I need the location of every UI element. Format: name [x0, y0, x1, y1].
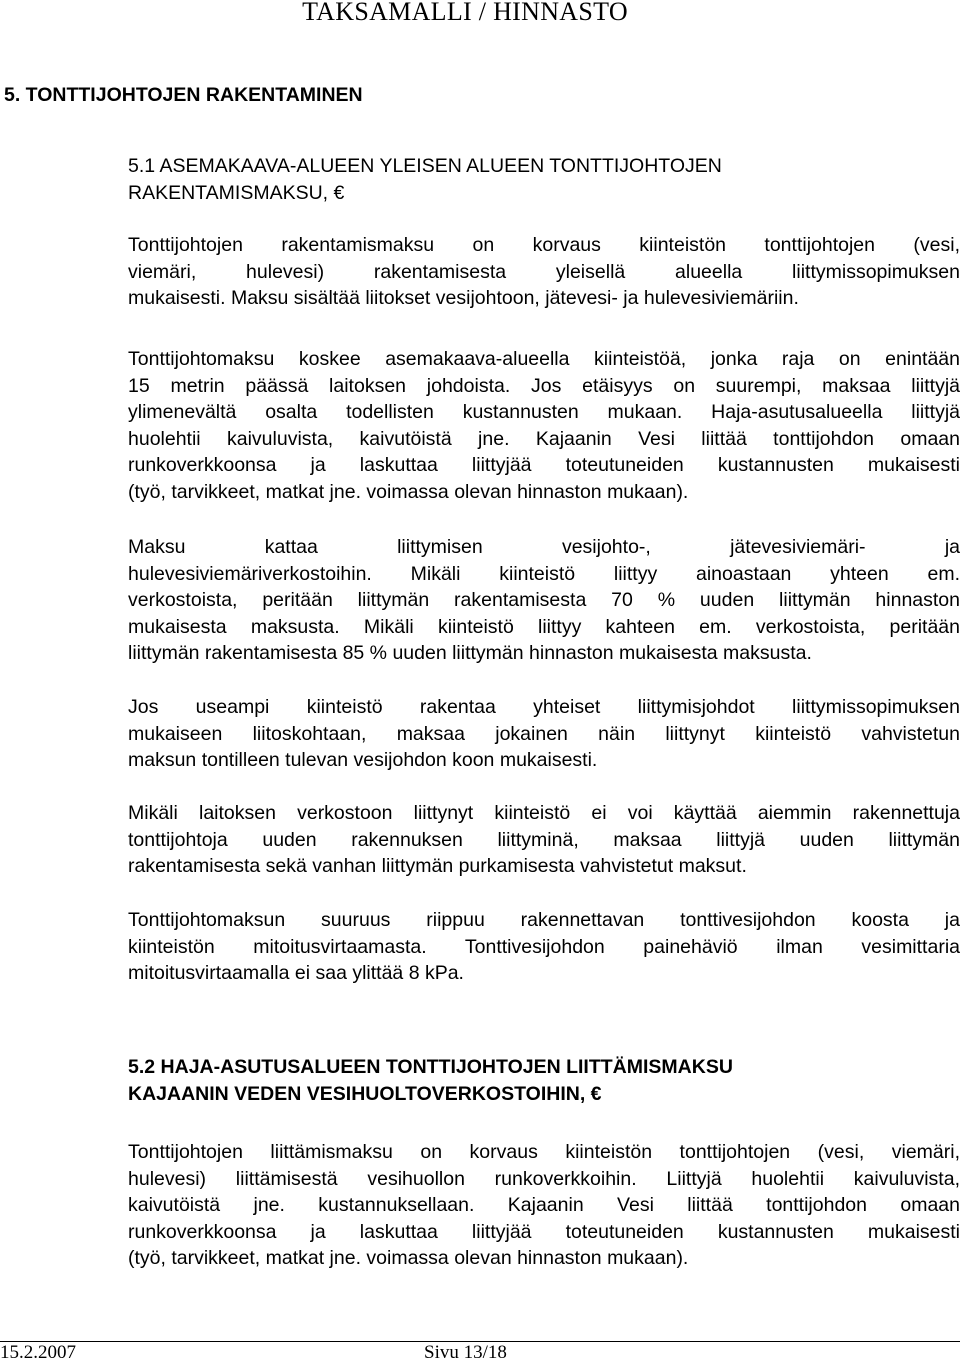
paragraph-tonttijohtomaksu-koskee [128, 346, 960, 505]
paragraph-line: mukaiseen liitoskohtaan, maksaa jokainen näin liittynyt kiinteistö vahvistetun [128, 722, 960, 745]
paragraph-line: Maksu kattaa liittymisen vesijohto-, jätevesiviemäri- ja [128, 536, 960, 558]
paragraph-line: Tonttijohtomaksun suuruus riippuu rakennettavan tonttivesijohdon koosta ja [128, 909, 960, 931]
paragraph-line: 15 metrin päässä laitoksen johdoista. Jos etäisyys on suurempi, maksaa liittyjä [128, 374, 960, 397]
paragraph-useampi-kiinteisto [128, 694, 960, 774]
heading-line: 5.1 ASEMAKAAVA-ALUEEN YLEISEN ALUEEN TONTTIJOHTOJEN [128, 155, 722, 177]
subsection-2-heading [128, 1054, 960, 1108]
heading-line: KAJAANIN VEDEN VESIHUOLTOVERKOSTOIHIN, € [128, 1083, 602, 1105]
paragraph-line: Tonttijohtojen liittämismaksu on korvaus kiinteistön tonttijohtojen (vesi, viemäri, [128, 1141, 960, 1163]
paragraph-line: runkoverkkoonsa ja laskuttaa liittyjää toteutuneiden kustannusten mukaisesti [128, 454, 960, 476]
paragraph-line: rakentamisesta sekä vanhan liittymän purkamisesta vahvistetut maksut. [128, 855, 747, 877]
paragraph-line: liittymän rakentamisesta 85 % uuden liittymän hinnaston mukaisesta maksusta. [128, 642, 812, 664]
heading-line: RAKENTAMISMAKSU, € [128, 182, 345, 204]
paragraph-line: (työ, tarvikkeet, matkat jne. voimassa olevan hinnaston mukaan). [128, 480, 689, 503]
paragraph-line: (työ, tarvikkeet, matkat jne. voimassa olevan hinnaston mukaan). [128, 1247, 689, 1269]
heading-line: 5.2 HAJA-ASUTUSALUEEN TONTTIJOHTOJEN LIITTÄMISMAKSU [128, 1056, 733, 1078]
paragraph-line: hulevesi) liittämisestä vesihuollon runkoverkkoihin. Liittyjä huolehtii kaivuluvista, [128, 1167, 960, 1190]
subsection-1-heading [128, 153, 960, 207]
paragraph-line: ylimenevältä osalta todellisten kustannusten mukaan. Haja-asutusalueella liittyjä [128, 401, 960, 423]
paragraph-line: kaivutöistä jne. kustannuksellaan. Kajaanin Vesi liittää tonttijohdon omaan [128, 1194, 960, 1216]
document-title: TAKSAMALLI / HINNASTO [302, 0, 628, 26]
paragraph-line: verkostoista, peritään liittymän rakentamisesta 70 % uuden liittymän hinnaston [128, 589, 960, 611]
section-heading: 5. TONTTIJOHTOJEN RAKENTAMINEN [4, 84, 363, 106]
paragraph-liittamismaksu [128, 1139, 960, 1272]
paragraph-line: huolehtii kaivuluvista, kaivutöistä jne. Kajaanin Vesi liittää tonttijohdon omaan [128, 427, 960, 450]
paragraph-line: kiinteistön mitoitusvirtaamasta. Tonttivesijohdon painehäviö ilman vesimittaria [128, 935, 960, 958]
paragraph-line: runkoverkkoonsa ja laskuttaa liittyjää toteutuneiden kustannusten mukaisesti [128, 1220, 960, 1243]
footer-page-number: Sivu 13/18 [424, 1342, 507, 1363]
paragraph-maksu-korvaus [128, 232, 960, 312]
paragraph-line: Tonttijohtojen rakentamismaksu on korvaus kiinteistön tonttijohtojen (vesi, [128, 234, 960, 256]
footer-date: 15.2.2007 [0, 1342, 76, 1363]
paragraph-line: hulevesiviemäriverkostoihin. Mikäli kiinteistö liittyy ainoastaan yhteen em. [128, 562, 960, 585]
paragraph-line: tonttijohtoja uuden rakennuksen liittyminä, maksaa liittyjä uuden liittymän [128, 828, 960, 851]
paragraph-line: viemäri, hulevesi) rakentamisesta yleisellä alueella liittymissopimuksen [128, 260, 960, 283]
paragraph-line: Jos useampi kiinteistö rakentaa yhteiset liittymisjohdot liittymissopimuksen [128, 696, 960, 718]
paragraph-line: mukaisesti. Maksu sisältää liitokset vesijohtoon, jätevesi- ja hulevesiviemäriin. [128, 287, 799, 309]
paragraph-mikali-laitoksen [128, 800, 960, 880]
paragraph-tonttijohtomaksun-suuruus [128, 907, 960, 987]
paragraph-line: maksun tontilleen tulevan vesijohdon koon mukaisesti. [128, 749, 598, 771]
paragraph-line: Tonttijohtomaksu koskee asemakaava-alueella kiinteistöä, jonka raja on enintään [128, 348, 960, 370]
paragraph-line: mitoitusvirtaamalla ei saa ylittää 8 kPa. [128, 962, 464, 984]
paragraph-line: mukaisesta maksusta. Mikäli kiinteistö liittyy kahteen em. verkostoista, peritään [128, 615, 960, 638]
paragraph-maksu-kattaa [128, 534, 960, 667]
paragraph-line: Mikäli laitoksen verkostoon liittynyt kiinteistö ei voi käyttää aiemmin rakennettuja [128, 802, 960, 824]
